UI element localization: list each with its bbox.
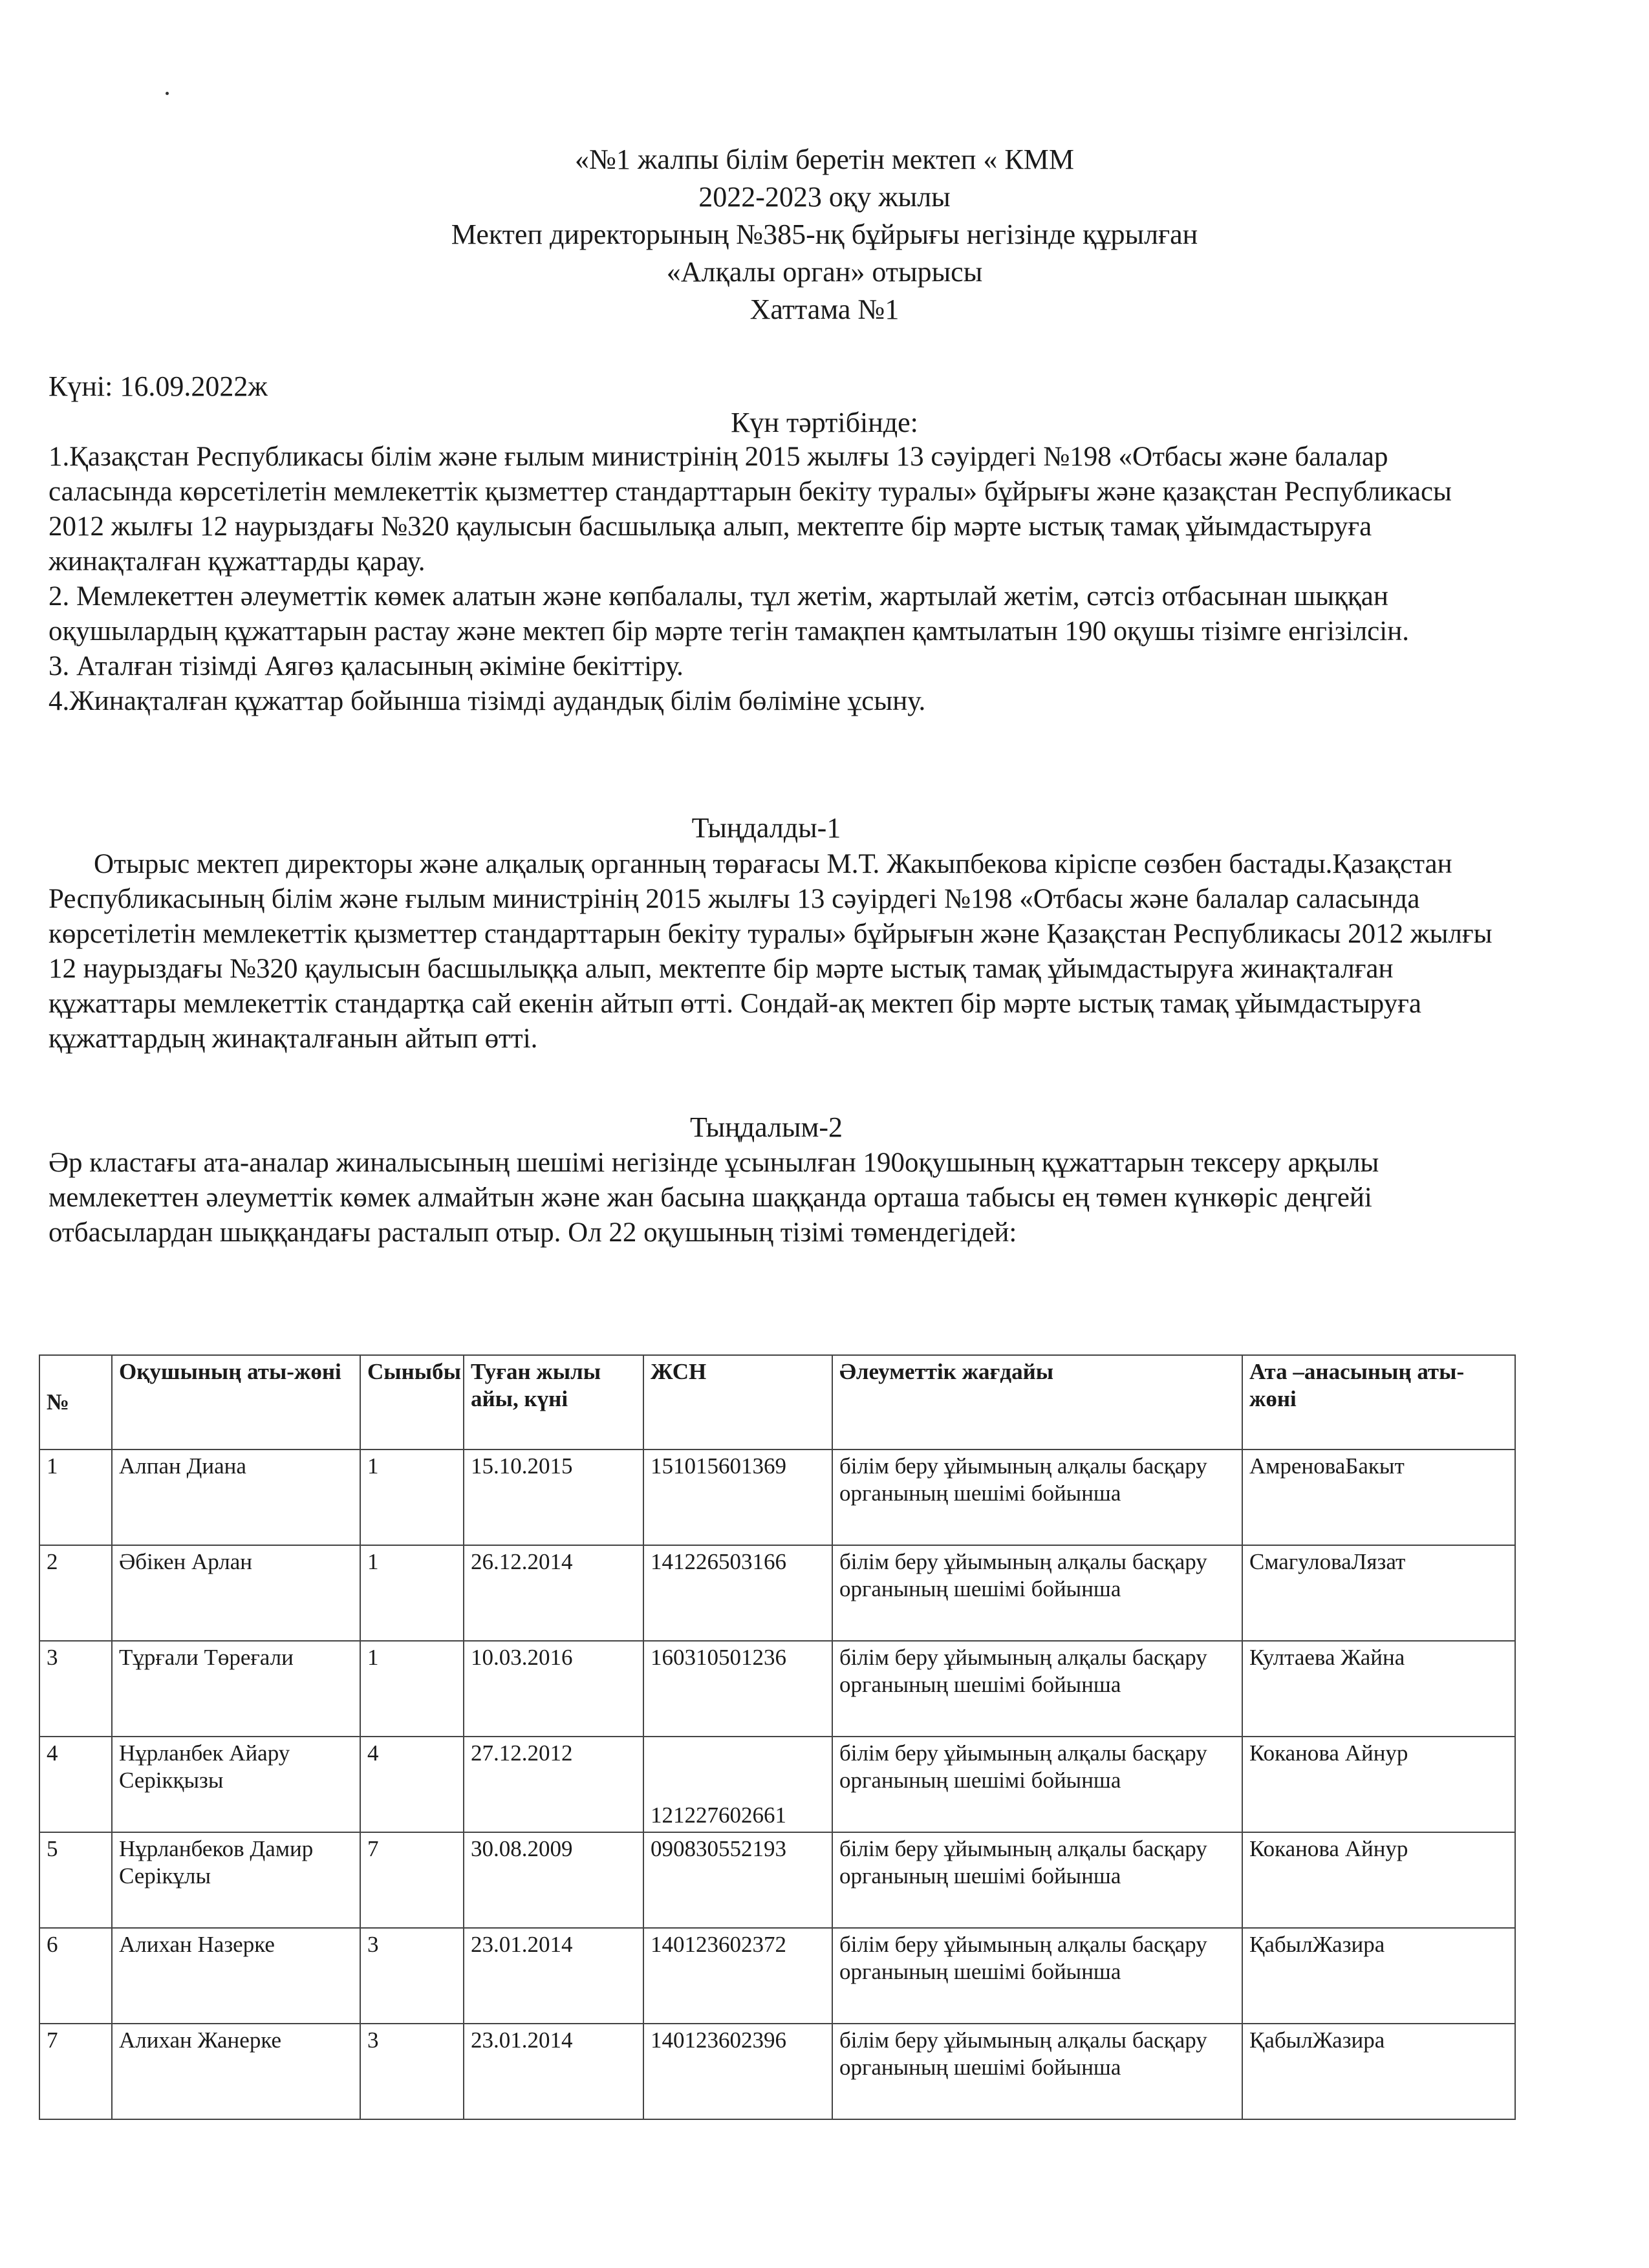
cell-name: Тұрғали Төреғали — [112, 1641, 360, 1737]
agenda-item: 1.Қазақстан Республикасы білім және ғылым министрінің 2015 жылғы 13 сәуірдегі №198 «Отбасы және балалар саласында көрсетілетін мемлекеттік қызметтер стандарттарын бекіту туралы» бұйрығы және қазақстан Республикасы 2012 жылғы 12 наурыздағы №320 қаулысын басшылықа алып, мектепте бір мәрте ыстық тамақ ұйымдастыруға жинақталған құжаттарды қарау. — [48, 442, 1452, 577]
cell-social-status: білім беру ұйымының алқалы басқару органының шешімі бойынша — [832, 1641, 1242, 1737]
table-row — [39, 2024, 1515, 2119]
document-header — [0, 141, 1649, 328]
cell-parent: Коканова Айнур — [1242, 1737, 1515, 1832]
cell-grade: 1 — [360, 1450, 464, 1545]
cell-birthdate: 30.08.2009 — [464, 1832, 643, 1928]
col-header-birthdate: Туған жылы айы, күні — [464, 1355, 643, 1450]
col-header-parent: Ата –анасының аты-жөні — [1242, 1355, 1515, 1450]
col-header-social-status: Әлеуметтік жағдайы — [832, 1355, 1242, 1450]
order-reference: Мектеп директорының №385-нқ бұйрығы негізінде құрылған — [451, 219, 1198, 250]
col-header-iin: ЖСН — [643, 1355, 832, 1450]
cell-grade: 3 — [360, 2024, 464, 2119]
cell-social-status: білім беру ұйымының алқалы басқару органының шешімі бойынша — [832, 1737, 1242, 1832]
cell-birthdate: 15.10.2015 — [464, 1450, 643, 1545]
cell-parent: СмагуловаЛязат — [1242, 1545, 1515, 1641]
cell-number: 6 — [39, 1928, 112, 2024]
school-name: «№1 жалпы білім беретін мектеп « КММ — [575, 144, 1074, 175]
cell-birthdate: 23.01.2014 — [464, 1928, 643, 2024]
cell-number: 1 — [39, 1450, 112, 1545]
cell-parent: ҚабылЖазира — [1242, 2024, 1515, 2119]
cell-number: 2 — [39, 1545, 112, 1641]
section1-text: Отырыс мектеп директоры және алқалық органның төрағасы М.Т. Жакыпбекова кіріспе сөзбен бастады.Қазақстан Республикасының білім және ғылым министрінің 2015 жылғы 13 сәуірдегі №198 «Отбасы және балалар саласында көрсетілетін мемлекеттік қызметтер стандарттарын бекіту туралы» бұйрығын және Қазақстан Республикасы 2012 жылғы 12 наурыздағы №320 қаулысын басшылыққа алып, мектепте бір мәрте ыстық тамақ ұйымдастыруға жинақталған құжаттары мемлекеттік стандартқа сай екенін айтып өтті. Сондай-ақ мектеп бір мәрте ыстық тамақ ұйымдастыруға құжаттардың жинақталғанын айтып өтті. — [48, 849, 1493, 1054]
cell-grade: 1 — [360, 1545, 464, 1641]
agenda-item: 2. Мемлекеттен әлеуметтік көмек алатын және көпбалалы, тұл жетім, жартылай жетім, сәтсіз отбасынан шыққан оқушылардың құжаттарын растау және мектеп бір мәрте тегін тамақпен қамтылатын 190 оқушы тізімге енгізілсін. — [48, 581, 1409, 647]
protocol-title: Хаттама №1 — [749, 294, 900, 325]
cell-number: 7 — [39, 2024, 112, 2119]
cell-parent: Култаева Жайна — [1242, 1641, 1515, 1737]
cell-social-status: білім беру ұйымының алқалы басқару органының шешімі бойынша — [832, 2024, 1242, 2119]
agenda-list — [48, 440, 1497, 719]
cell-name: Әбікен Арлан — [112, 1545, 360, 1641]
col-header-grade: Сыныбы — [360, 1355, 464, 1450]
cell-grade: 7 — [360, 1832, 464, 1928]
cell-social-status: білім беру ұйымының алқалы басқару органының шешімі бойынша — [832, 1928, 1242, 2024]
cell-grade: 1 — [360, 1641, 464, 1737]
scan-speck — [166, 92, 169, 95]
cell-iin: 140123602372 — [643, 1928, 832, 2024]
cell-social-status: білім беру ұйымының алқалы басқару органының шешімі бойынша — [832, 1832, 1242, 1928]
cell-iin: 121227602661 — [643, 1737, 832, 1832]
cell-birthdate: 26.12.2014 — [464, 1545, 643, 1641]
cell-iin: 160310501236 — [643, 1641, 832, 1737]
cell-number: 4 — [39, 1737, 112, 1832]
section1-title: Тыңдалды-1 — [691, 812, 841, 844]
cell-social-status: білім беру ұйымының алқалы басқару органының шешімі бойынша — [832, 1450, 1242, 1545]
cell-iin: 151015601369 — [643, 1450, 832, 1545]
academic-year: 2022-2023 оқу жылы — [698, 181, 951, 213]
cell-grade: 4 — [360, 1737, 464, 1832]
cell-parent: ҚабылЖазира — [1242, 1928, 1515, 2024]
col-header-name: Оқушының аты-жөні — [112, 1355, 360, 1450]
meeting-name: «Алқалы орган» отырысы — [666, 256, 983, 288]
cell-social-status: білім беру ұйымының алқалы басқару органының шешімі бойынша — [832, 1545, 1242, 1641]
cell-number: 3 — [39, 1641, 112, 1737]
cell-iin: 141226503166 — [643, 1545, 832, 1641]
table-row — [39, 1641, 1515, 1737]
cell-birthdate: 23.01.2014 — [464, 2024, 643, 2119]
cell-grade: 3 — [360, 1928, 464, 2024]
cell-parent: Коканова Айнур — [1242, 1832, 1515, 1928]
table-row — [39, 1928, 1515, 2024]
cell-iin: 140123602396 — [643, 2024, 832, 2119]
table-header-row — [39, 1355, 1515, 1450]
table-row — [39, 1450, 1515, 1545]
table-row — [39, 1545, 1515, 1641]
section2-title: Тыңдалым-2 — [689, 1111, 843, 1143]
cell-name: Нұрланбек Айару Серікқызы — [112, 1737, 360, 1832]
meeting-date: Күні: 16.09.2022ж — [48, 370, 268, 402]
agenda-title: Күн тәртібінде: — [731, 407, 918, 438]
cell-birthdate: 10.03.2016 — [464, 1641, 643, 1737]
agenda-item: 4.Жинақталған құжаттар бойынша тізімді аудандық білім бөліміне ұсыну. — [48, 686, 926, 716]
student-table — [39, 1354, 1516, 2120]
cell-name: Алихан Назерке — [112, 1928, 360, 2024]
cell-name: Алихан Жанерке — [112, 2024, 360, 2119]
cell-parent: АмреноваБакыт — [1242, 1450, 1515, 1545]
col-header-number: № — [39, 1355, 112, 1450]
cell-birthdate: 27.12.2012 — [464, 1737, 643, 1832]
cell-iin: 090830552193 — [643, 1832, 832, 1928]
cell-number: 5 — [39, 1832, 112, 1928]
section2-text: Әр кластағы ата-аналар жиналысының шешімі негізінде ұсынылған 190оқушының құжаттарын тексеру арқылы мемлекеттен әлеуметтік көмек алмайтын және жан басына шаққанда орташа табысы ең төмен күнкөріс деңгейі отбасылардан шыққандағы расталып отыр. Ол 22 оқушының тізімі төмендегідей: — [48, 1148, 1379, 1248]
table-row — [39, 1737, 1515, 1832]
cell-name: Алпан Диана — [112, 1450, 360, 1545]
agenda-item: 3. Аталған тізімді Аягөз қаласының әкіміне бекіттіру. — [48, 651, 684, 681]
table-row — [39, 1832, 1515, 1928]
cell-name: Нұрланбеков Дамир Серікұлы — [112, 1832, 360, 1928]
